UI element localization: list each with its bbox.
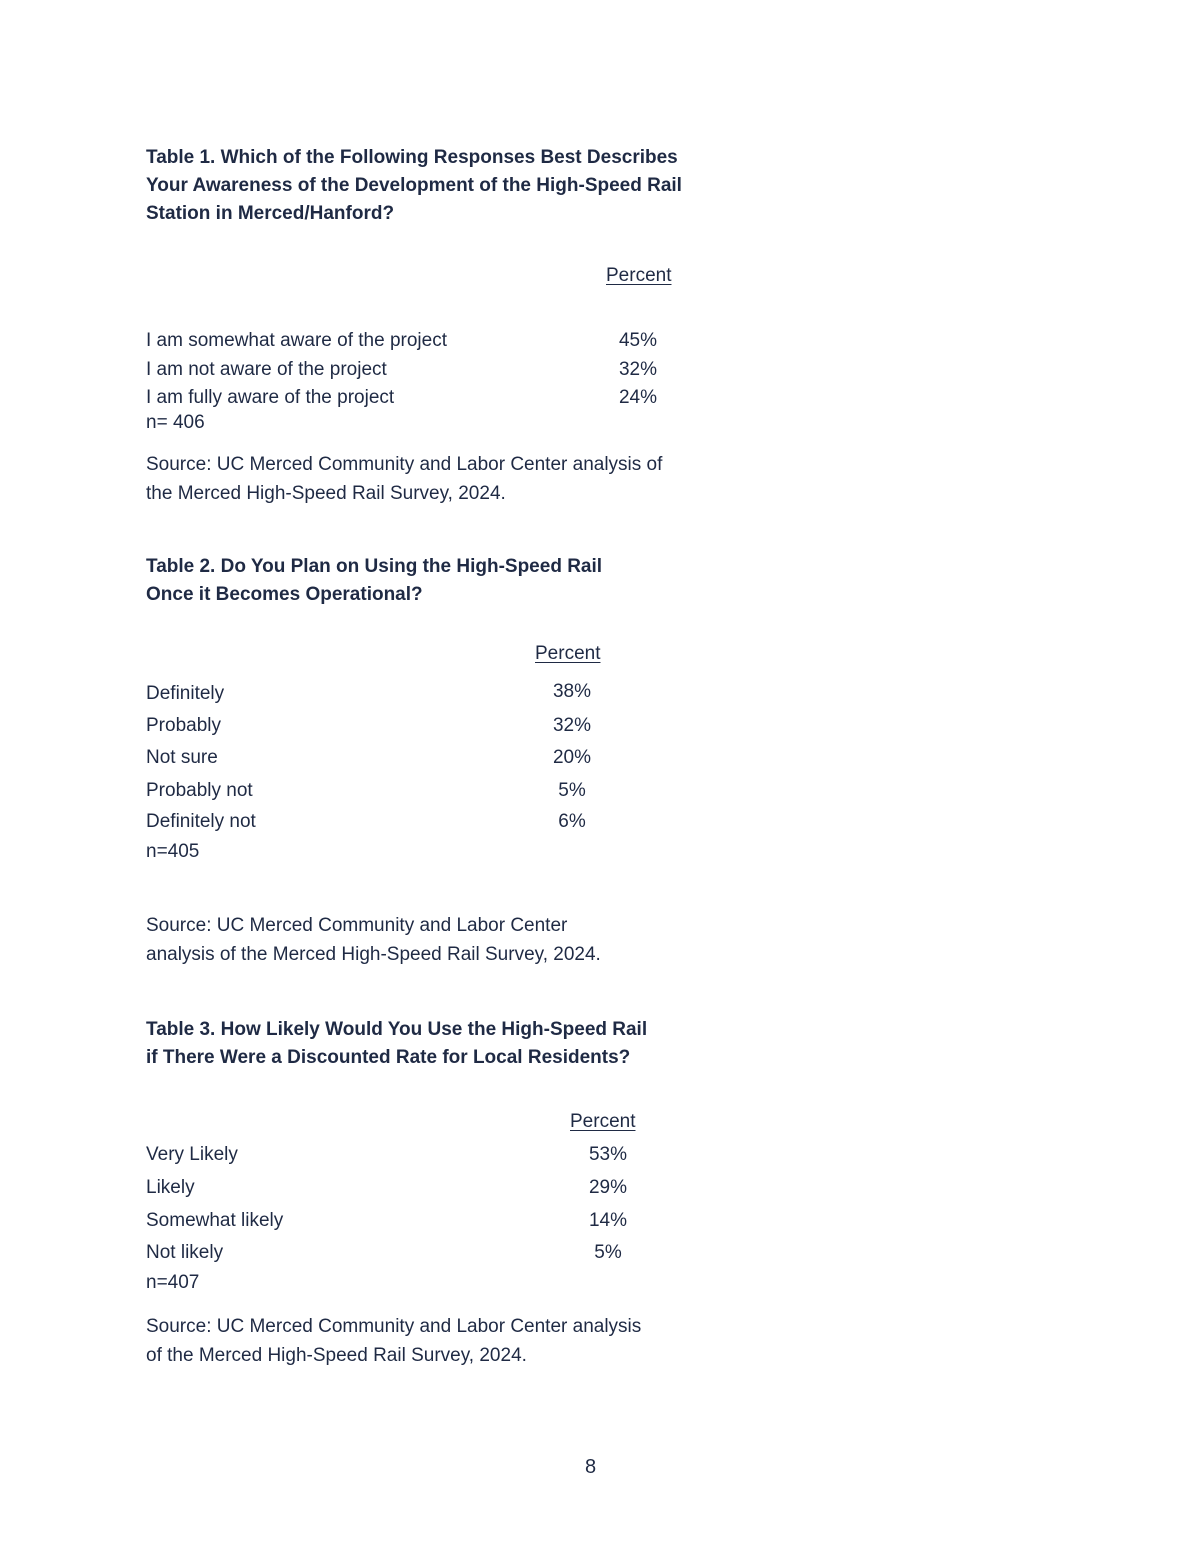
table3-row-value: 5% xyxy=(594,1242,622,1263)
table3-row-label: Not likely xyxy=(146,1242,224,1263)
table3-source-line: of the Merced High-Speed Rail Survey, 2024. xyxy=(146,1345,527,1366)
table2-row-label: Definitely not xyxy=(146,811,256,832)
table2-source-line: Source: UC Merced Community and Labor Center xyxy=(146,915,568,936)
table2-row-value: 20% xyxy=(552,747,592,768)
table2-row-value: 6% xyxy=(558,811,586,832)
table2-row-value: 32% xyxy=(552,715,592,736)
table1-title xyxy=(146,144,682,228)
table1-row-label: I am fully aware of the project xyxy=(146,387,395,408)
table1-source-line: the Merced High-Speed Rail Survey, 2024. xyxy=(146,483,506,504)
table3-title-line: if There Were a Discounted Rate for Local Residents? xyxy=(146,1047,631,1068)
table3-row-label: Very Likely xyxy=(146,1144,238,1165)
table1-title-line: Station in Merced/Hanford? xyxy=(146,203,395,224)
table2-sample-size: n=405 xyxy=(146,841,200,862)
page-number: 8 xyxy=(585,1456,597,1478)
table2-title-line: Table 2. Do You Plan on Using the High-Speed Rail xyxy=(146,556,603,577)
table3-row-label: Likely xyxy=(146,1177,195,1198)
table3-row-value: 29% xyxy=(588,1177,628,1198)
table3-title-line: Table 3. How Likely Would You Use the High-Speed Rail xyxy=(146,1019,648,1040)
table1-title-line: Table 1. Which of the Following Responses Best Describes xyxy=(146,147,678,168)
table2-row-label: Not sure xyxy=(146,747,218,768)
table2-row-value: 38% xyxy=(552,681,592,702)
table3-title xyxy=(146,1016,647,1072)
table3-source xyxy=(146,1312,641,1370)
table1-title-line: Your Awareness of the Development of the High-Speed Rail xyxy=(146,175,682,196)
table3-row-value: 14% xyxy=(588,1210,628,1231)
table2-title xyxy=(146,553,602,609)
table2-source xyxy=(146,911,601,969)
table1-source xyxy=(146,450,662,508)
table1-row-value: 24% xyxy=(618,387,658,408)
table1-row-label: I am somewhat aware of the project xyxy=(146,330,447,351)
table2-column-header: Percent xyxy=(535,643,601,664)
table2-row-label: Probably not xyxy=(146,780,253,801)
table3-sample-size: n=407 xyxy=(146,1272,200,1293)
table2-row-value: 5% xyxy=(558,780,586,801)
table1-source-line: Source: UC Merced Community and Labor Center analysis of xyxy=(146,454,663,475)
table3-row-value: 53% xyxy=(588,1144,628,1165)
table2-row-label: Definitely xyxy=(146,683,225,704)
table3-source-line: Source: UC Merced Community and Labor Center analysis xyxy=(146,1316,642,1337)
table3-row-label: Somewhat likely xyxy=(146,1210,284,1231)
table1-row-value: 45% xyxy=(618,330,658,351)
table1-column-header: Percent xyxy=(606,265,672,286)
table1-sample-size: n= 406 xyxy=(146,412,205,433)
table2-source-line: analysis of the Merced High-Speed Rail Survey, 2024. xyxy=(146,944,601,965)
table3-column-header: Percent xyxy=(570,1111,636,1132)
table1-row-label: I am not aware of the project xyxy=(146,359,387,380)
table1-row-value: 32% xyxy=(618,359,658,380)
table2-row-label: Probably xyxy=(146,715,221,736)
table2-title-line: Once it Becomes Operational? xyxy=(146,584,423,605)
